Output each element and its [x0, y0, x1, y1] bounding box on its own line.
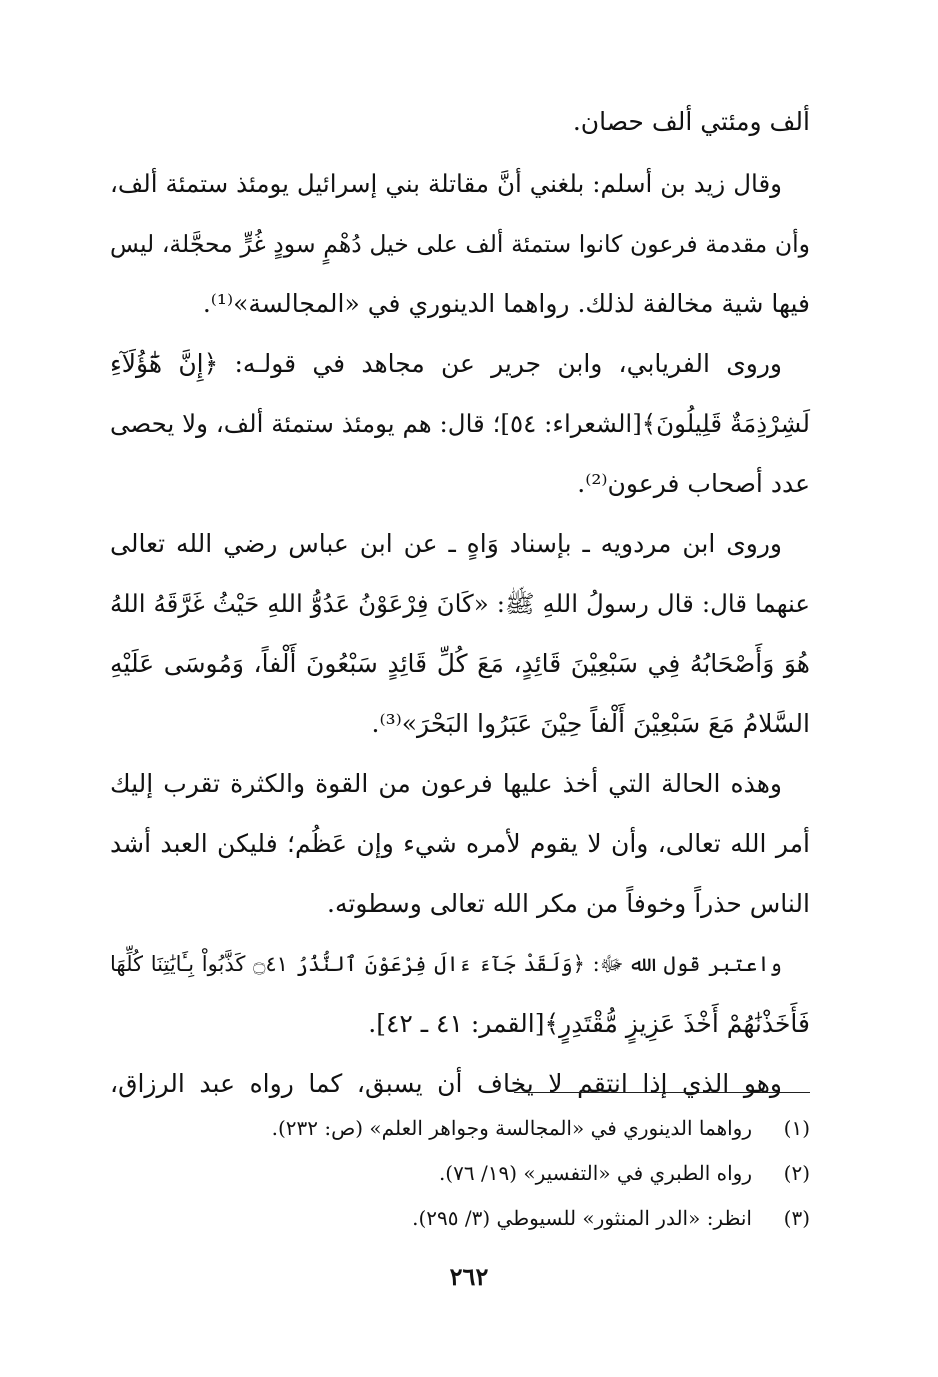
footnote-number: (٢) [783, 1161, 810, 1185]
text-line: ألف ومئتي ألف حصان. [572, 107, 810, 136]
text-line: واعتبر قول الله ﷻ: ﴿وَلَقَدْ جَآءَ ءَالَ فِرْعَوْنَ ٱلنُّذُرُ ۝٤١ كَذَّبُواْ بِـَٔايَٰتِنَا كُلِّهَا [110, 952, 782, 976]
text-line: وقال زيد بن أسلم: بلغني أنَّ مقاتلة بني إسرائيل يومئذ ستمئة ألف، [110, 169, 782, 198]
text-line: عدد أصحاب فرعون⁽²⁾. [577, 469, 810, 498]
page-number: ٢٦٢ [449, 1262, 489, 1291]
text-line: وأن مقدمة فرعون كانوا ستمئة ألف على خيل دُهْمٍ سودٍ غُرٍّ محجَّلة، ليس [110, 230, 810, 258]
text-line: هُوَ وَأَصْحَابُهُ فِي سَبْعِيْنَ قَائِدٍ، مَعَ كُلِّ قَائِدٍ سَبْعُونَ أَلْفاً، وَمُوسَى عَلَيْهِ [110, 649, 810, 678]
text-line: وهذه الحالة التي أخذ عليها فرعون من القوة والكثرة تقرب إليك [110, 769, 782, 798]
text-line: وهو الذي إذا انتقم لا يخاف أن يسبق، كما رواه عبد الرزاق، [110, 1069, 782, 1098]
footnote-number: (١) [783, 1116, 810, 1140]
footnote-text: رواه الطبري في «التفسير» (١٩/ ٧٦). [438, 1161, 752, 1185]
text-line: وروى ابن مردويه ـ بإسناد وَاهٍ ـ عن ابن عباس رضي الله تعالى [110, 529, 782, 558]
text-line: فَأَخَذْنَٰهُمْ أَخْذَ عَزِيزٍ مُّقْتَدِرٍ﴾[القمر: ٤١ ـ ٤٢]. [368, 1009, 810, 1038]
footnote-item [110, 1106, 810, 1151]
text-line: فيها شية مخالفة لذلك. رواهما الدينوري في «المجالسة»⁽¹⁾. [202, 289, 810, 318]
footnote-text: انظر: «الدر المنثور» للسيوطي (٣/ ٢٩٥). [412, 1206, 752, 1230]
text-line: السَّلامُ مَعَ سَبْعِيْنَ أَلْفاً حِيْنَ عَبَرُوا البَحْرَ»⁽³⁾. [371, 709, 810, 738]
text-line: أمر الله تعالى، وأن لا يقوم لأمره شيء وإن عَظُم؛ فليكن العبد أشد [110, 829, 810, 858]
footnote-divider [514, 1092, 810, 1093]
text-line: وروى الفريابي، وابن جرير عن مجاهد في قولـه: ﴿إِنَّ هَٰٓؤُلَآءِ [110, 349, 782, 378]
main-text [110, 92, 810, 1114]
footnote-item [110, 1196, 810, 1241]
text-line: الناس حذراً وخوفاً من مكر الله تعالى وسطوته. [327, 889, 810, 918]
text-line: لَشِرْذِمَةٌ قَلِيلُونَ﴾[الشعراء: ٥٤]؛ قال: هم يومئذ ستمئة ألف، ولا يحصى [110, 409, 810, 438]
footnotes [110, 1106, 810, 1241]
footnote-number: (٣) [783, 1206, 810, 1230]
footnote-text: رواهما الدينوري في «المجالسة وجواهر العلم» (ص: ٢٣٢). [271, 1116, 752, 1140]
text-line: عنهما قال: قال رسولُ اللهِ ﷺ: «كَانَ فِرْعَوْنُ عَدُوُّ اللهِ حَيْثُ غَرَّقَهُ اللهُ [110, 589, 810, 618]
footnote-item [110, 1151, 810, 1196]
